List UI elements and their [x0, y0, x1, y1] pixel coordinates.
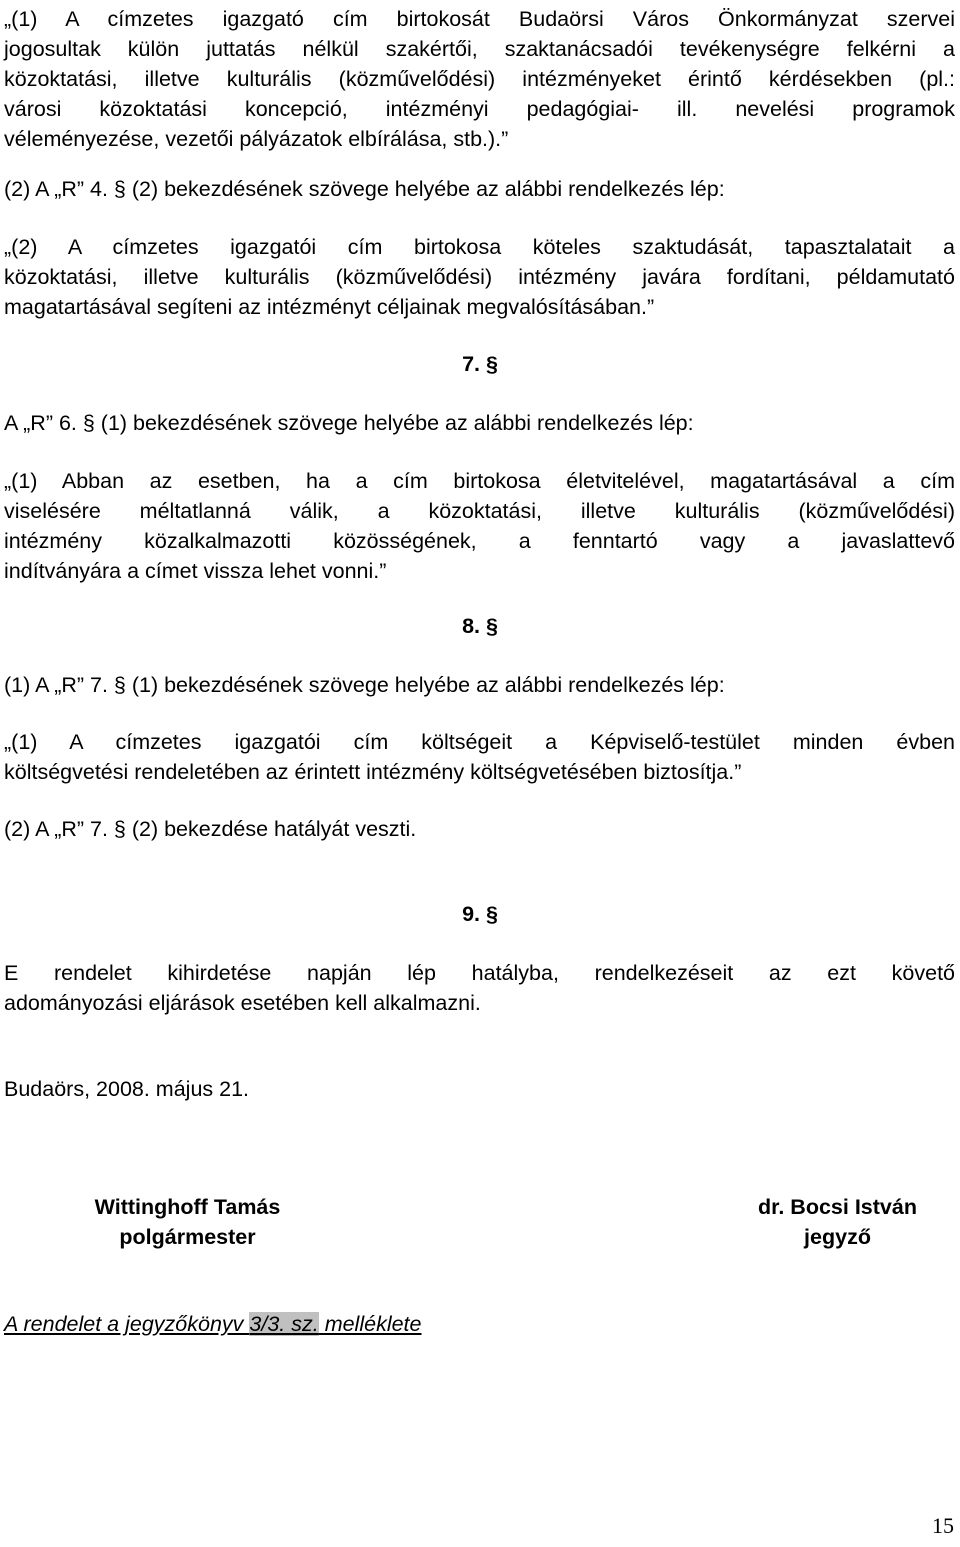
text-line: (1) A „R” 7. § (1) bekezdésének szövege helyébe az alábbi rendelkezés lép: [4, 673, 725, 697]
paragraph-hatalybalepes [4, 958, 955, 1018]
text-line: „(1) A címzetes igazgatói cím költségeit a Képviselő-testület minden évben [4, 730, 955, 754]
annex-note-suffix: melléklete [318, 1312, 422, 1336]
text-line: közoktatási, illetve kulturális (közművelődési) intézményeket érintő kérdésekben (pl.: [4, 67, 955, 91]
paragraph-cimzetes-igazgato-szakertoi [4, 4, 955, 154]
annex-note [4, 1309, 421, 1339]
text-line: Budaörs, 2008. május 21. [4, 1077, 250, 1101]
paragraph-cim-visszavonasa [4, 466, 955, 586]
signature-block-notary [715, 1192, 960, 1252]
text-line: E rendelet kihirdetése napján lép hatályba, rendelkezéseit az ezt követő [4, 961, 955, 985]
signatory-title: polgármester [119, 1225, 256, 1249]
text-line: A „R” 6. § (1) bekezdésének szövege helyébe az alábbi rendelkezés lép: [4, 411, 694, 435]
text-line: jogosultak külön juttatás nélkül szakértői, szaktanácsadói tevékenységre felkérni a [4, 37, 955, 61]
amendment-intro-6-1 [4, 408, 955, 438]
text-line: „(2) A címzetes igazgatói cím birtokosa köteles szaktudását, tapasztalatait a [4, 235, 955, 259]
text-line: (2) A „R” 4. § (2) bekezdésének szövege helyébe az alábbi rendelkezés lép: [4, 177, 725, 201]
section-heading-7: 7. § [462, 352, 498, 376]
annex-note-prefix: A rendelet a jegyzőkönyv [4, 1312, 250, 1336]
signatory-title: jegyző [804, 1225, 871, 1249]
section-heading-9: 9. § [462, 902, 498, 926]
amendment-7-2-repeal [4, 814, 955, 844]
text-line: véleményezése, vezetői pályázatok elbírálása, stb.).” [4, 127, 509, 151]
place-and-date [4, 1074, 955, 1104]
text-line: költségvetési rendeletében az érintett intézmény költségvetésében biztosítja.” [4, 760, 742, 784]
paragraph-cimzetes-igazgato-koteles [4, 232, 955, 322]
text-line: (2) A „R” 7. § (2) bekezdése hatályát veszti. [4, 817, 417, 841]
paragraph-koltsegek [4, 727, 955, 787]
text-line: „(1) Abban az esetben, ha a cím birtokosa életvitelével, magatartásával a cím [4, 469, 955, 493]
text-line: indítványára a címet vissza lehet vonni.” [4, 559, 387, 583]
text-line: városi közoktatási koncepció, intézményi pedagógiai- ill. nevelési programok [4, 97, 955, 121]
text-line: magatartásával segíteni az intézményt céljainak megvalósításában.” [4, 295, 655, 319]
text-line: közoktatási, illetve kulturális (közművelődési) intézmény javára fordítani, példamutató [4, 265, 955, 289]
text-line: „(1) A címzetes igazgató cím birtokosát Budaörsi Város Önkormányzat szervei [4, 7, 955, 31]
annex-note-highlight: 3/3. sz. [249, 1312, 319, 1336]
signatory-name: Wittinghoff Tamás [94, 1195, 281, 1219]
page-number: 15 [932, 1513, 954, 1538]
signatory-name: dr. Bocsi István [758, 1195, 917, 1219]
signature-block-mayor [60, 1192, 315, 1252]
amendment-intro-4-2 [4, 174, 955, 204]
text-line: intézmény közalkalmazotti közösségének, a fenntartó vagy a javaslattevő [4, 529, 955, 553]
text-line: adományozási eljárások esetében kell alkalmazni. [4, 991, 481, 1015]
amendment-intro-7-1 [4, 670, 955, 700]
section-heading-8: 8. § [462, 614, 498, 638]
text-line: viselésére méltatlanná válik, a közoktatási, illetve kulturális (közművelődési) [4, 499, 955, 523]
